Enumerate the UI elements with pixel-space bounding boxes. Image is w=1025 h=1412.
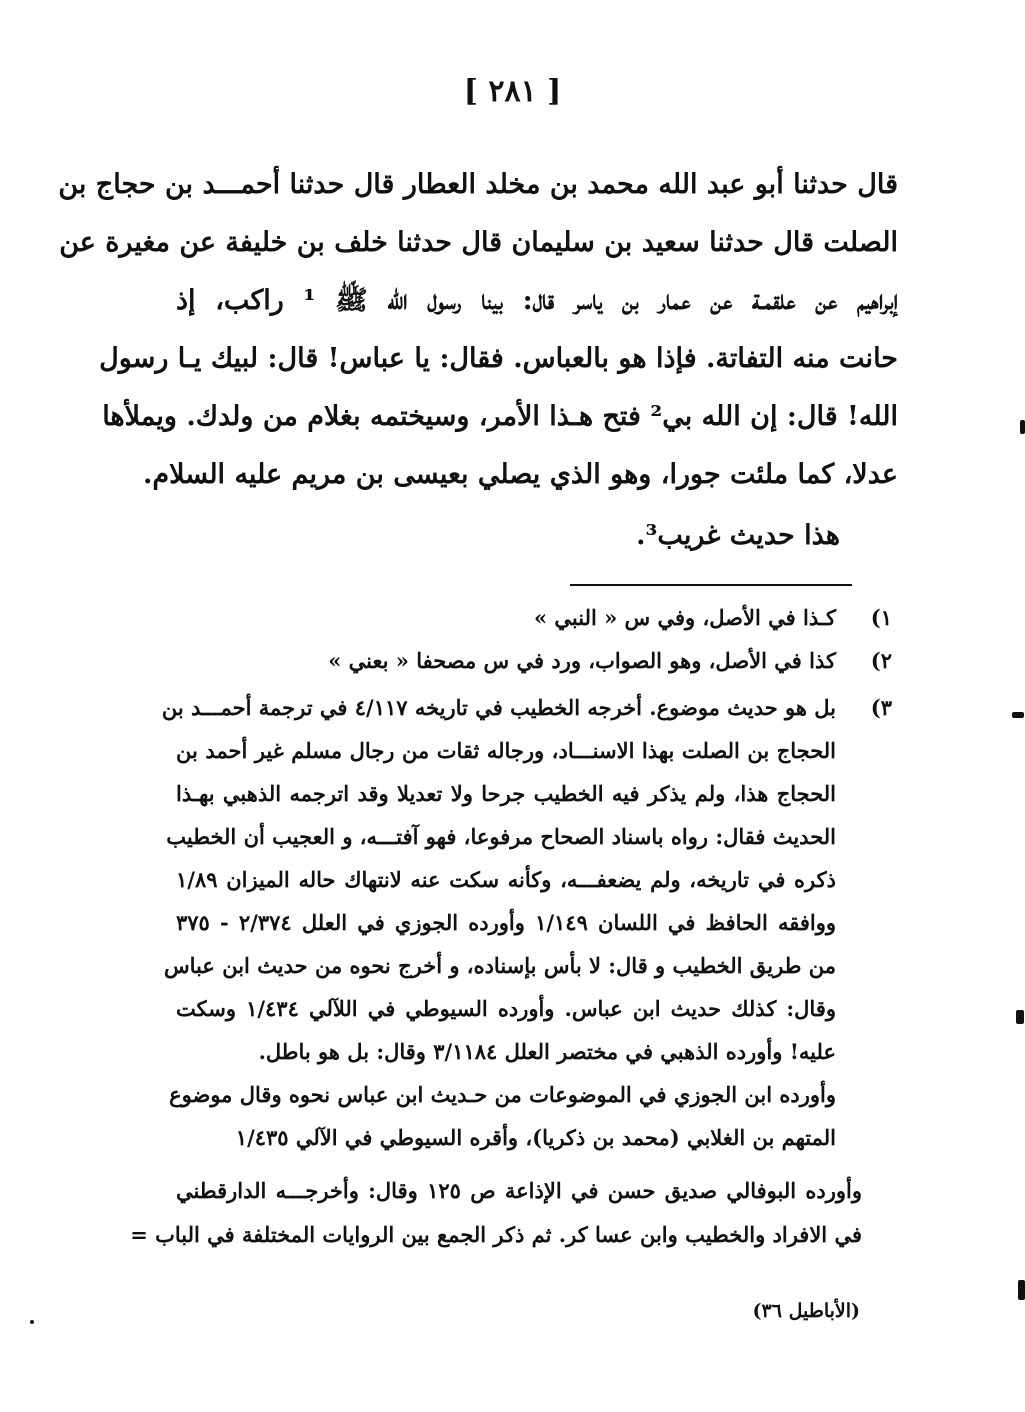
page-number: [ ٢٨١ ] (463, 74, 562, 109)
footnote-text: كذا في الأصل، وهو الصواب، ورد في س مصحفا « بعني » (328, 648, 836, 673)
footnote-3-line-9: عليه! وأورده الذهبي في مختصر العلل ٣/١١٨٤ وقال: بل هو باطل. (258, 1039, 836, 1064)
scan-mark (30, 1320, 34, 1324)
continuation-line-2: في الافراد والخطيب وابن عسا كر. ثم ذكر الجمع بين الروايات المختلفة في الباب = (130, 1222, 862, 1247)
footnote-3-line-1: بل هو حديث موضوع. أخرجه الخطيب في تاريخه ٤/١١٧ في ترجمة أحمـــد بن (161, 695, 836, 720)
footnote-number: ١) (870, 605, 892, 630)
scan-mark (1020, 420, 1025, 434)
scan-mark (1016, 1010, 1024, 1024)
main-text (58, 156, 899, 504)
body-line-6: عدلا، كما ملئت جورا، وهو الذي يصلي بعيسى بن مريم عليه السلام. (143, 459, 898, 490)
footnote-3-line-10: وأورده ابن الجوزي في الموضوعات من حـديث ابن عباس نحوه وقال موضوع (169, 1082, 836, 1107)
body-line-2: الصلت قال حدثنا سعيد بن سليمان قال حدثنا خلف بن خليفة عن مغيرة عن (59, 227, 898, 258)
footnote-number: ٢) (870, 648, 892, 673)
footnote-3-line-5: ذكره في تاريخه، ولم يضعفـــه، وكأنه سكت عنه لانتهاك حاله الميزان ١/٨٩ (176, 867, 836, 892)
scan-mark (1012, 712, 1024, 718)
footnote-3-line-11: المتهم بن الغلابي (محمد بن ذكريا)، وأقره السيوطي في الآلي ١/٤٣٥ (235, 1125, 836, 1150)
footnote-3-line-8: وقال: كذلك حديث ابن عباس. وأورده السيوطي في اللآلي ١/٤٣٤ وسكت (176, 996, 836, 1021)
body-line-4: حانت منه التفاتة. فإذا هو بالعباس. فقال: يا عباس! قال: لبيك يـا رسول (99, 343, 898, 374)
footnote-3-line-3: الحجاج هذا، ولم يذكر فيه الخطيب جرحا ولا تعديلا وقد اترجمه الذهبي بهـذا (176, 781, 836, 806)
footnote-separator (570, 584, 852, 586)
footer-signature: (الأباطيل ٣٦) (752, 1300, 860, 1322)
footnote-3-line-2: الحجاج بن الصلت بهذا الاسنـــاد، ورجاله ثقات من رجال مسلم غير أحمد بن (176, 738, 836, 763)
body-line-1: قال حدثنا أبو عبد الله محمد بن مخلد العطار قال حدثنا أحمـــد بن حجاج بن (58, 169, 898, 200)
closing-line: هذا حديث غريب³. (636, 520, 840, 551)
footnote-text: كـذا في الأصل، وفي س « النبي » (533, 605, 836, 630)
body-line-3: إبراهيم عن علقمـة عن عمار بن ياسر قال: بينا رسول الله ﷺ ¹ راكب، إذ (176, 285, 899, 316)
scan-mark (1018, 1280, 1025, 1300)
continuation-line-1: وأورده البوفالي صديق حسن في الإذاعة ص ١٢٥ وقال: وأخرجـــه الدارقطني (176, 1178, 862, 1203)
body-line-5: الله! قال: إن الله بي² فتح هـذا الأمر، وسيختمه بغلام من ولدك. ويملأها (102, 401, 898, 432)
footnote-3-line-4: الحديث فقال: رواه باسناد الصحاح مرفوعا، فهو آفتـــه، و العجيب أن الخطيب (166, 824, 836, 849)
footnote-3-line-7: من طريق الخطيب و قال: لا بأس بإسناده، و أخرج نحوه من حديث ابن عباس (164, 953, 836, 978)
footnote-3-line-6: ووافقه الحافظ في اللسان ١/١٤٩ وأورده الجوزي في العلل ٢/٣٧٤ - ٣٧٥ (176, 910, 836, 935)
footnote-number: ٣) (870, 695, 892, 720)
